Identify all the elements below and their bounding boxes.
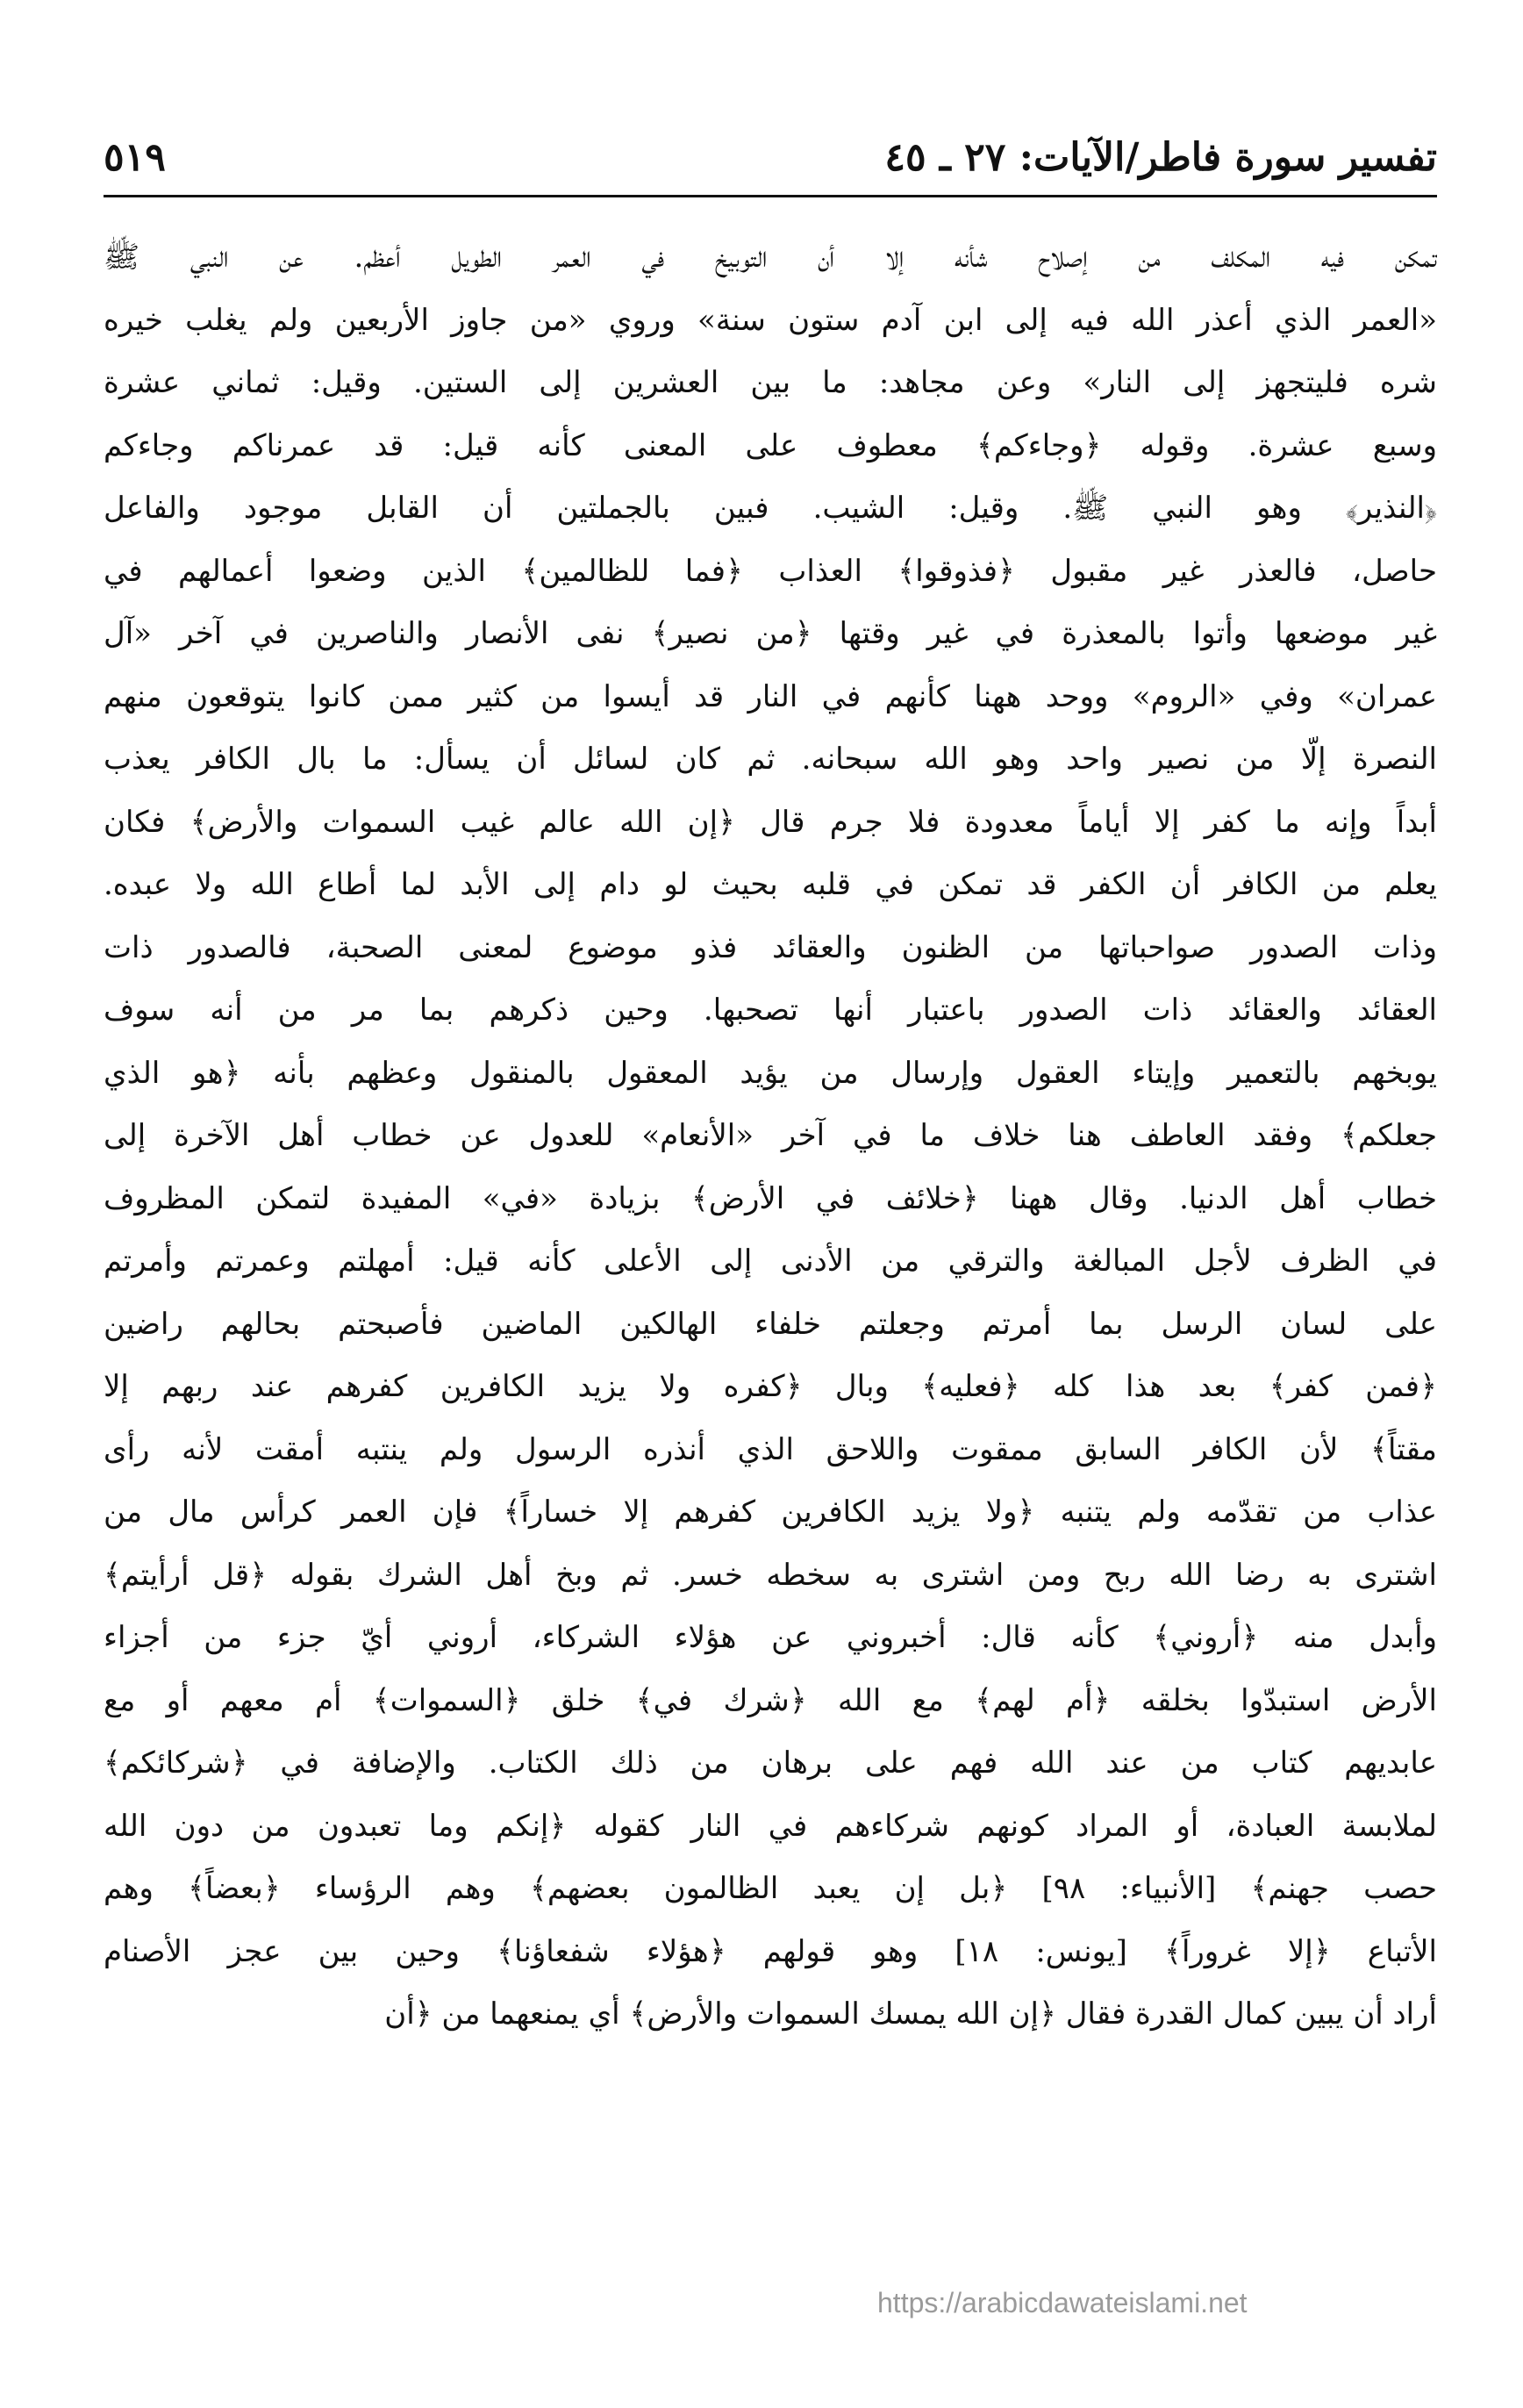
- text-line: يعلم من الكافر أن الكفر قد تمكن في قلبه بحيث لو دام إلى الأبد لما أطاع الله ولا عبده.: [104, 867, 1437, 902]
- text-line: جعلكم﴾ وفقد العاطف هنا خلاف ما في آخر «الأنعام» للعدول عن خطاب أهل الآخرة إلى: [104, 1118, 1437, 1153]
- text-line: أبداً وإنه ما كفر إلا أياماً معدودة فلا جرم قال ﴿إن الله عالم غيب السموات والأرض﴾ فكان: [104, 804, 1437, 840]
- watermark-url: https://arabicdawateislami.net: [877, 2287, 1248, 2318]
- text-line: عذاب من تقدّمه ولم يتنبه ﴿ولا يزيد الكافرين كفرهم إلا خساراً﴾ فإن العمر كرأس مال من: [104, 1494, 1437, 1530]
- text-line: وذات الصدور صواحباتها من الظنون والعقائد فذو موضوع لمعنى الصحبة، فالصدور ذات: [104, 929, 1437, 965]
- text-line: يوبخهم بالتعمير وإيتاء العقول وإرسال من يؤيد المعقول بالمنقول وعظهم بأنه ﴿هو الذي: [104, 1055, 1437, 1091]
- text-line: وسبع عشرة. وقوله ﴿وجاءكم﴾ معطوف على المعنى كأنه قيل: قد عمرناكم وجاءكم: [104, 427, 1437, 463]
- text-line: اشترى به رضا الله ربح ومن اشترى به سخطه خسر. ثم وبخ أهل الشرك بقوله ﴿قل أرأيتم﴾: [104, 1557, 1437, 1593]
- text-line: وأبدل منه ﴿أروني﴾ كأنه قال: أخبروني عن هؤلاء الشركاء، أروني أيّ جزء من أجزاء: [104, 1620, 1437, 1655]
- header-divider: [104, 195, 1437, 197]
- text-line: على لسان الرسل بما أمرتم وجعلتم خلفاء الهالكين الماضين فأصبحتم بحالهم راضين: [104, 1306, 1437, 1342]
- text-line: حصب جهنم﴾ [الأنبياء: ٩٨] ﴿بل إن يعبد الظالمون بعضهم﴾ وهم الرؤساء ﴿بعضاً﴾ وهم: [104, 1871, 1437, 1906]
- page-header: [104, 132, 1437, 202]
- text-line: خطاب أهل الدنيا. وقال ههنا ﴿خلائف في الأرض﴾ بزيادة «في» المفيدة لتمكن المظروف: [104, 1180, 1437, 1216]
- text-line: عابديهم كتاب من عند الله فهم على برهان من ذلك الكتاب. والإضافة في ﴿شركائكم﴾: [104, 1745, 1437, 1781]
- text-line: الأرض استبدّوا بخلقه ﴿أم لهم﴾ مع الله ﴿شرك في﴾ خلق ﴿السموات﴾ أم معهم أو مع: [104, 1682, 1437, 1718]
- text-line: «العمر الذي أعذر الله فيه إلى ابن آدم ستون سنة» وروي «من جاوز الأربعين ولم يغلب خيره: [104, 302, 1437, 338]
- text-line: العقائد والعقائد ذات الصدور باعتبار أنها تصحبها. وحين ذكرهم بما مر من أنه سوف: [104, 993, 1437, 1028]
- text-line: ﴿فمن كفر﴾ بعد هذا كله ﴿فعليه﴾ وبال ﴿كفره ولا يزيد الكافرين كفرهم عند ربهم إلا: [104, 1369, 1437, 1404]
- text-line: عمران» وفي «الروم» ووحد ههنا كأنهم في النار قد أيسوا من كثير ممن كانوا يتوقعون منهم: [104, 678, 1437, 714]
- text-line: ﴿النذير﴾ وهو النبي ﷺ. وقيل: الشيب. فبين بالجملتين أن القابل موجود والفاعل: [104, 491, 1437, 526]
- text-line: أراد أن يبين كمال القدرة فقال ﴿إن الله يمسك السموات والأرض﴾ أي يمنعهما من ﴿أن: [384, 1996, 1437, 2032]
- text-line: حاصل، فالعذر غير مقبول ﴿فذوقوا﴾ العذاب ﴿فما للظالمين﴾ الذين وضعوا أعمالهم في: [104, 553, 1437, 589]
- text-line: تمكن فيه المكلف من إصلاح شأنه إلا أن التوبيخ في العمر الطويل أعظم. عن النبي ﷺ: [104, 240, 1437, 275]
- body-text: [104, 226, 1437, 2046]
- text-line: مقتاً﴾ لأن الكافر السابق ممقوت واللاحق الذي أنذره الرسول ولم ينتبه أمقت لأنه رأى: [104, 1431, 1437, 1467]
- text-line: شره فليتجهز إلى النار» وعن مجاهد: ما بين العشرين إلى الستين. وقيل: ثماني عشرة: [104, 365, 1437, 400]
- text-line: لملابسة العبادة، أو المراد كونهم شركاءهم في النار كقوله ﴿إنكم وما تعبدون من دون الله: [104, 1808, 1437, 1844]
- text-line: النصرة إلّا من نصير واحد وهو الله سبحانه. ثم كان لسائل أن يسأل: ما بال الكافر يعذب: [104, 742, 1437, 777]
- text-line: غير موضعها وأتوا بالمعذرة في غير وقتها ﴿من نصير﴾ نفى الأنصار والناصرين في آخر «آل: [104, 616, 1437, 651]
- page-number: ٥١٩: [104, 135, 166, 180]
- text-line: الأتباع ﴿إلا غروراً﴾ [يونس: ١٨] وهو قولهم ﴿هؤلاء شفعاؤنا﴾ وحين بين عجز الأصنام: [104, 1933, 1437, 1969]
- running-title: تفسير سورة فاطر/الآيات: ٢٧ ـ ٤٥: [884, 135, 1437, 180]
- text-line: في الظرف لأجل المبالغة والترقي من الأدنى إلى الأعلى كأنه قيل: أمهلتم وعمرتم وأمرتم: [104, 1243, 1437, 1279]
